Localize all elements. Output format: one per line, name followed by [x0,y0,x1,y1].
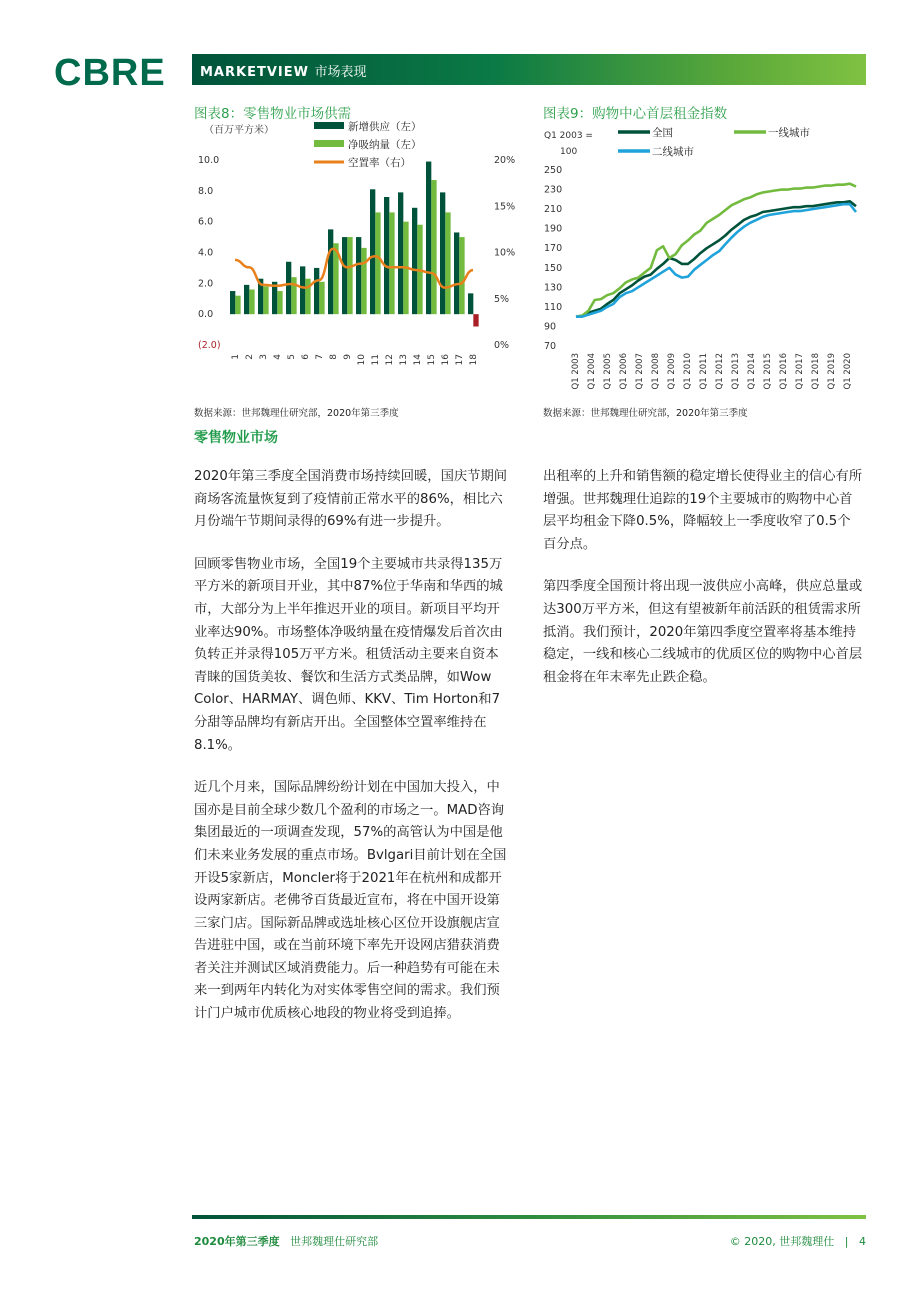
legend-label: 二线城市 [652,146,694,158]
legend-label: 净吸纳量（左） [348,139,422,151]
page-number: 4 [859,1235,866,1248]
vacancy-line [235,249,473,288]
chart8-supply-demand [188,116,518,388]
y-axis-label-line1: Q1 2003 = [544,131,593,141]
footer-dept: 世邦魏理仕研究部 [290,1235,379,1248]
x-tick-label: 14 [413,354,423,366]
footer-left [194,1233,378,1249]
y-tick-label: 6.0 [198,216,214,228]
bar-absorption [249,290,254,315]
x-tick-label: Q1 2008 [651,353,661,390]
y-tick-label: 0.0 [198,309,214,321]
y2-tick-label: 15% [494,201,516,213]
banner-title [200,61,367,80]
x-tick-label: Q1 2019 [827,353,837,390]
x-tick-label: 17 [455,354,465,366]
paragraph: 2020年第三季度全国消费市场持续回暖，国庆节期间商场客流量恢复到了疫情前正常水平的86%，相比六月份端午节期间录得的69%有进一步提升。 [194,469,508,530]
chart9-title: 图表9：购物中心首层租金指数 [543,106,728,122]
x-tick-label: 5 [287,354,297,360]
x-tick-label: 7 [315,354,325,360]
bar-supply [454,232,459,314]
section-heading: 零售物业市场 [194,430,278,446]
bar-absorption [305,279,310,314]
bar-supply [426,162,431,315]
bar-supply [468,293,473,314]
y-tick-label: 10.0 [198,155,220,166]
x-tick-label: 13 [399,354,409,366]
x-tick-label: 4 [273,354,283,360]
bar-absorption [445,212,450,314]
y-tick-label: 90 [544,321,557,333]
bar-absorption [347,237,352,314]
legend-label: 全国 [652,127,673,139]
x-tick-label: 15 [427,354,437,366]
bar-absorption [459,237,464,314]
bar-absorption [375,212,380,314]
left-column [194,466,510,1046]
bar-supply [244,285,249,314]
bar-absorption [319,282,324,314]
y-tick-label: 8.0 [198,185,214,197]
x-tick-label: 3 [259,354,269,360]
y-tick-label: 110 [544,301,563,313]
x-tick-label: 10 [357,354,367,366]
bar-supply [230,291,235,314]
y2-tick-label: 10% [494,247,516,259]
y-tick-label: 150 [544,262,563,274]
x-tick-label: Q1 2015 [763,353,773,390]
y-tick-label: 190 [544,223,563,235]
bar-supply [370,189,375,314]
x-tick-label: Q1 2012 [715,353,725,390]
x-tick-label: Q1 2007 [635,353,645,390]
bar-supply [384,197,389,314]
bar-supply [440,192,445,314]
bar-supply [342,237,347,314]
legend-label: 一线城市 [768,127,810,139]
y-tick-label: 4.0 [198,247,214,259]
legend-label: 空置率（右） [348,157,411,169]
bar-supply [286,262,291,314]
x-tick-label: Q1 2017 [795,353,805,390]
bar-absorption [389,212,394,314]
paragraph: 近几个月来，国际品牌纷纷计划在中国加大投入，中国亦是目前全球少数几个盈利的市场之一。MAD咨询集团最近的一项调查发现，57%的高管认为中国是他们未来业务发展的重点市场。Bvlgari目前计划在全国开设5家新店，Moncler将于2021年在杭州和成都开设两家新店。老佛爷百货最近宣布，将在中国开设第三家门店。国际新品牌或选址核心区位开设旗舰店宣告进驻中国，或在当前环境下率先开设网店猎获消费者关注并测试区域消费能力。后一种趋势有可能在未来一到两年内转化为对实体零售空间的需求。我们预计门户城市优质核心地段的物业将受到追捧。 [194,780,507,1022]
legend-swatch [314,140,344,147]
paragraph: 第四季度全国预计将出现一波供应小高峰，供应总量或达300万平方米，但这有望被新年前活跃的租赁需求所抵消。我们预计，2020年第四季度空置率将基本维持稳定，一线和核心二线城市的优质区位的购物中心首层租金将在年末率先止跌企稳。 [543,579,863,685]
bar-supply [300,266,305,314]
chart9-rent-index [538,116,868,396]
y-tick-label: 70 [544,341,557,352]
x-tick-label: 2 [245,354,255,360]
chart9-source: 数据来源：世邦魏理仕研究部，2020年第三季度 [543,408,748,419]
x-tick-label: 1 [231,354,241,360]
footer-period: 2020年第三季度 [194,1235,280,1248]
x-tick-label: 12 [385,354,395,366]
y2-tick-label: 20% [494,155,516,166]
bar-absorption [361,248,366,314]
x-tick-label: Q1 2013 [731,353,741,390]
y2-tick-label: 5% [494,293,510,305]
x-tick-label: Q1 2016 [779,353,789,390]
x-tick-label: Q1 2006 [619,353,629,390]
y-tick-label: (2.0) [198,340,221,351]
footer-separator: | [844,1235,849,1248]
bar-absorption [235,296,240,315]
y-tick-label: 170 [544,243,563,255]
bar-absorption [263,286,268,314]
bar-supply [356,237,361,314]
y-axis-label: （百万平方米） [204,125,274,136]
bar-supply [328,229,333,314]
bar-absorption [431,180,436,314]
bar-supply [314,268,319,314]
cbre-logo: CBRE [54,52,166,94]
y-tick-label: 210 [544,204,563,216]
paragraph: 出租率的上升和销售额的稳定增长使得业主的信心有所增强。世邦魏理仕追踪的19个主要城市的购物中心首层平均租金下降0.5%，降幅较上一季度收窄了0.5个百分点。 [543,469,863,552]
series-line-2 [576,204,856,317]
x-tick-label: 11 [371,354,381,366]
y-axis-label-line2: 100 [560,147,578,157]
x-tick-label: 16 [441,354,451,366]
x-tick-label: 9 [343,354,353,360]
banner-subtitle: 市场表现 [314,65,367,80]
paragraph: 回顾零售物业市场，全国19个主要城市共录得135万平方米的新项目开业，其中87%位于华南和华西的城市，大部分为上半年推迟开业的项目。新项目平均开业率达90%。市场整体净吸纳量在疫情爆发后首次由负转正并录得105万平方米。租赁活动主要来自资本青睐的国货美妆、餐饮和生活方式类品牌，如Wow Color、HARMAY、调色师、KKV、Tim Horton和7分甜等品牌均有新店开出。全国整体空置率维持在8.1%。 [194,556,503,753]
bar-absorption [277,291,282,314]
footer-divider [192,1215,866,1219]
bar-supply [412,208,417,314]
y2-tick-label: 0% [494,340,510,351]
chart8-source: 数据来源：世邦魏理仕研究部，2020年第三季度 [194,408,399,419]
x-tick-label: 6 [301,354,311,360]
x-tick-label: Q1 2018 [811,353,821,390]
banner-title-main: MARKETVIEW [200,65,309,80]
x-tick-label: Q1 2011 [699,353,709,390]
legend-label: 新增供应（左） [348,121,422,133]
x-tick-label: Q1 2009 [667,353,677,390]
x-tick-label: 18 [469,354,479,366]
bar-supply [398,192,403,314]
chart8-title: 图表8：零售物业市场供需 [194,106,352,122]
x-tick-label: Q1 2020 [843,353,853,390]
x-tick-label: Q1 2003 [571,353,581,390]
legend-swatch [314,122,344,129]
x-tick-label: Q1 2014 [747,353,757,390]
y-tick-label: 250 [544,165,563,176]
bar-absorption [473,314,478,326]
x-tick-label: Q1 2005 [603,353,613,390]
x-tick-label: 8 [329,354,339,360]
right-column [543,466,863,709]
y-tick-label: 130 [544,282,563,294]
bar-absorption [291,277,296,314]
x-tick-label: Q1 2010 [683,353,693,390]
y-tick-label: 230 [544,184,563,196]
footer-right [730,1233,866,1249]
x-tick-label: Q1 2004 [587,353,597,390]
footer-copyright: © 2020, 世邦魏理仕 [729,1235,835,1248]
y-tick-label: 2.0 [198,278,214,290]
